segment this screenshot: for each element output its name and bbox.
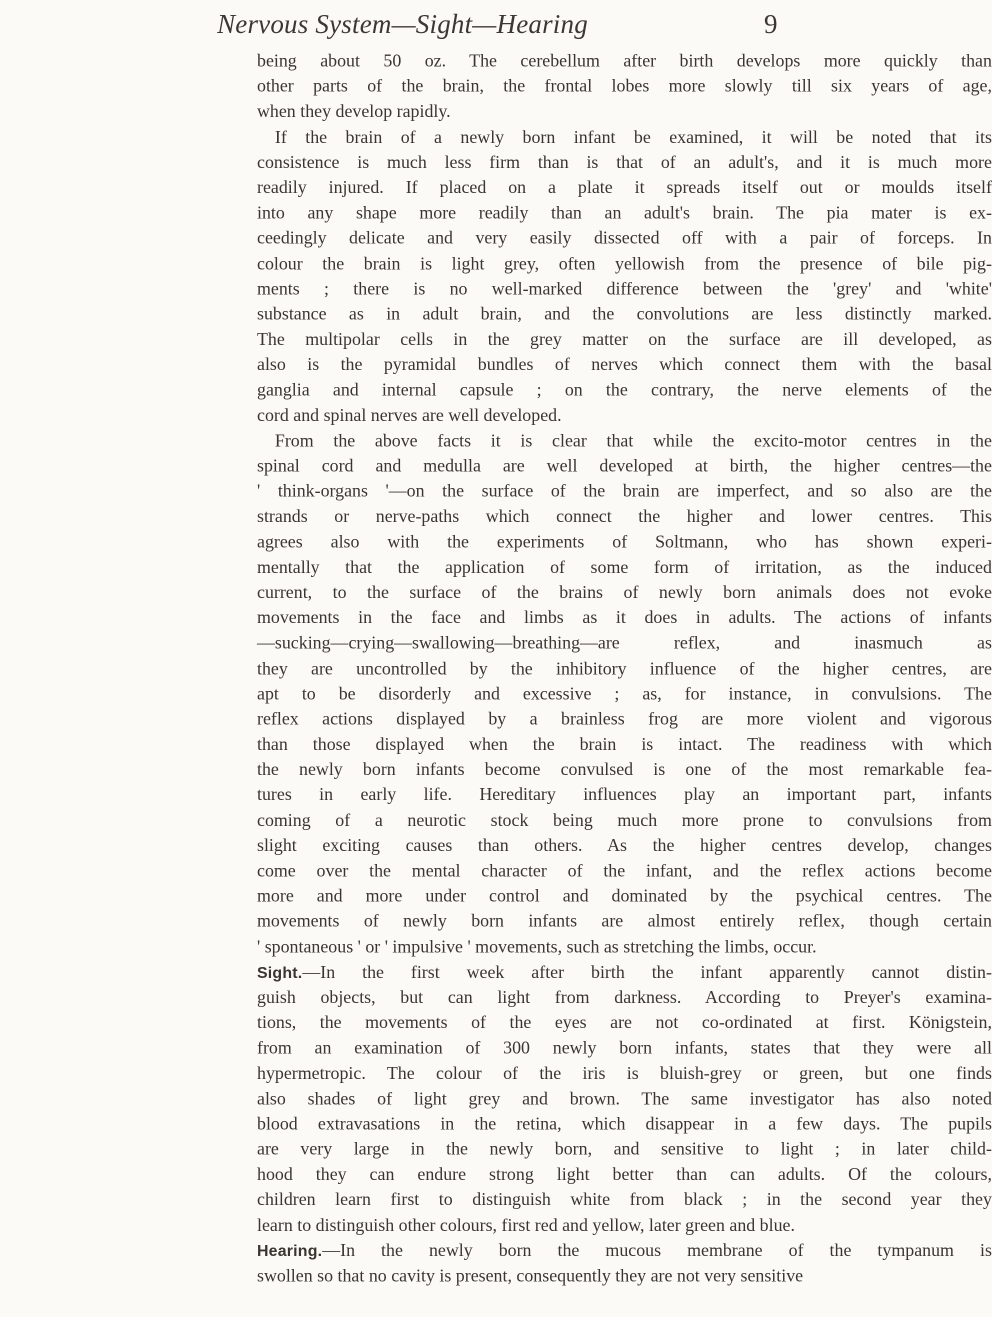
text-line: slight exciting causes than others. As the higher centres develop, changes [257,835,992,856]
section-heading-sight: Sight. [257,963,303,982]
text-line: readily injured. If placed on a plate it spreads itself out or moulds itself [257,177,992,198]
text-line: hood they can endure strong light better than can adults. Of the colours, [257,1164,992,1185]
text-line: reflex actions displayed by a brainless frog are more violent and vigorous [257,708,992,729]
text-line: also is the pyramidal bundles of nerves which connect them with the basal [257,354,992,375]
text-line: The multipolar cells in the grey matter on the surface are ill developed, as [257,329,992,349]
text-line: are very large in the newly born, and sensitive to light ; in later child- [257,1138,992,1159]
text-line: ceedingly delicate and very easily dissected off with a pair of forceps. In [257,227,992,248]
text-line: coming of a neurotic stock being much more prone to convulsions from [257,809,992,830]
text-line: consistence is much less firm than is that of an adult's, and it is much more [257,151,992,172]
text-line: also shades of light grey and brown. The same investigator has also noted [257,1088,992,1109]
text-line: blood extravasations in the retina, which disappear in a few days. The pupils [257,1113,992,1134]
text-line: ments ; there is no well-marked difference between the 'grey' and 'white' [257,278,992,299]
text-line: the newly born infants become convulsed is one of the most remarkable fea- [257,759,992,780]
text-line: being about 50 oz. The cerebellum after birth develops more quickly than [257,50,992,71]
text-line: ' spontaneous ' or ' impulsive ' movements, such as stretching the limbs, occur. [257,936,817,957]
text-line: movements in the face and limbs as it does in adults. The actions of infants [257,607,992,628]
running-title: Nervous System—Sight—Hearing [217,9,588,39]
section-heading-hearing: Hearing. [257,1242,323,1260]
text-line: when they develop rapidly. [257,101,451,122]
text-line: swollen so that no cavity is present, consequently they are not very sensitive [257,1265,804,1286]
text-line: hypermetropic. The colour of the iris is bluish-grey or green, but one finds [257,1062,992,1083]
text-line-content: —In the newly born the mucous membrane of the tympanum is [322,1240,992,1260]
text-line: If the brain of a newly born infant be examined, it will be noted that its [274,126,992,147]
text-line: tions, the movements of the eyes are not co-ordinated at first. Königstein, [257,1012,992,1033]
text-line: spinal cord and medulla are well developed at birth, the higher centres—the [257,455,992,476]
text-line: agrees also with the experiments of Soltmann, who has shown experi- [257,531,992,552]
text-line: more and more under control and dominated by the psychical centres. The [257,885,992,906]
text-line: —sucking—crying—swallowing—breathing—are reflex, and inasmuch as [257,632,992,653]
text-line: children learn first to distinguish white from black ; in the second year they [257,1189,992,1210]
text-line: apt to be disorderly and excessive ; as, for instance, in convulsions. The [257,683,992,704]
text-line: than those displayed when the brain is intact. The readiness with which [257,733,992,754]
text-line: into any shape more readily than an adult's brain. The pia mater is ex- [257,202,992,223]
text-line: movements of newly born infants are almost entirely reflex, though certain [257,911,992,931]
text-line: substance as in adult brain, and the convolutions are less distinctly marked. [257,303,992,324]
text-line [257,1237,992,1262]
text-line: strands or nerve-paths which connect the higher and lower centres. This [257,506,992,527]
text-line: learn to distinguish other colours, first red and yellow, later green and blue. [257,1214,795,1235]
text-line: tures in early life. Hereditary influences play an important part, infants [257,784,992,805]
text-line: mentally that the application of some form of irritation, as the induced [257,556,992,577]
text-line: ' think-organs '—on the surface of the brain are imperfect, and so also are the [257,480,992,501]
text-line: guish objects, but can light from darkness. According to Preyer's examina- [257,987,992,1007]
text-line: colour the brain is light grey, often yellowish from the presence of bile pig- [257,253,992,273]
text-line: come over the mental character of the infant, and the reflex actions become [257,860,992,881]
text-line: ganglia and internal capsule ; on the contrary, the nerve elements of the [257,379,992,400]
text-line-content: —In the first week after birth the infant apparently cannot distin- [302,961,992,982]
text-line: From the above facts it is clear that while the excito-motor centres in the [274,430,992,451]
text-line: current, to the surface of the brains of newly born animals does not evoke [257,582,992,602]
body-text [257,48,992,1288]
text-line [257,959,992,984]
text-line: from an examination of 300 newly born infants, states that they were all [257,1037,992,1058]
text-line: cord and spinal nerves are well developed. [257,404,562,425]
text-line: they are uncontrolled by the inhibitory influence of the higher centres, are [257,658,992,678]
text-line: other parts of the brain, the frontal lobes more slowly till six years of age, [257,75,992,96]
page-number: 9 [764,9,778,39]
